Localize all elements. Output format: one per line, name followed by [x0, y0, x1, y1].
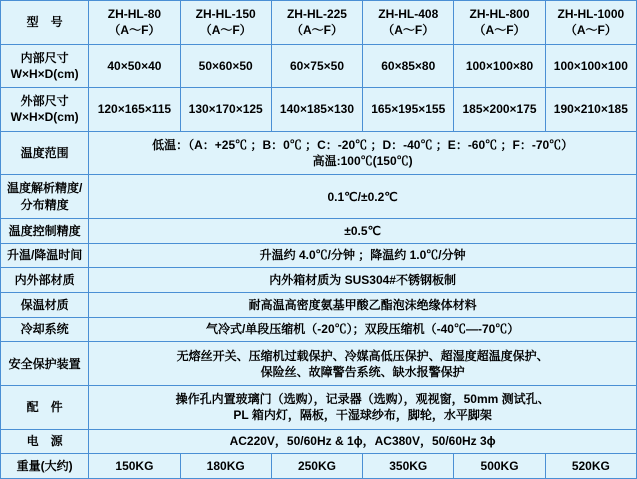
model-sub-5: （A～F） — [473, 23, 526, 38]
table-row-cooling — [1, 317, 637, 342]
header-model-6 — [545, 1, 636, 45]
weight-value-3: 250KG — [271, 454, 362, 479]
temp-range-high: 高温:100℃(150℃) — [312, 154, 413, 169]
header-model-3 — [271, 1, 362, 45]
table-row-insulation — [1, 293, 637, 318]
model-sub-1: （A～F） — [108, 23, 161, 38]
header-model-2 — [180, 1, 271, 45]
inner-size-value-1: 40×50×40 — [89, 44, 180, 88]
table-row-inner-size — [1, 44, 637, 88]
temp-accuracy-label: 温度解析精度/ — [6, 181, 83, 196]
row-label-safety: 安全保护装置 — [1, 342, 89, 386]
row-label-cooling: 冷却系统 — [1, 317, 89, 342]
model-name-4: ZH-HL-408 — [378, 7, 439, 22]
inner-size-value-6: 100×100×100 — [545, 44, 636, 88]
model-name-6: ZH-HL-1000 — [557, 7, 625, 22]
table-row-power — [1, 429, 637, 454]
model-name-5: ZH-HL-800 — [469, 7, 530, 22]
model-name-1: ZH-HL-80 — [107, 7, 162, 22]
temp-accuracy-value: 0.1℃/±0.2℃ — [89, 175, 637, 219]
inner-size-label: 内部尺寸 — [20, 50, 69, 65]
weight-value-4: 350KG — [363, 454, 454, 479]
table-row-weight — [1, 454, 637, 479]
power-value: AC220V，50/60Hz & 1ϕ，AC380V，50/60Hz 3ϕ — [89, 429, 637, 454]
insulation-value: 耐高温高密度氨基甲酸乙酯泡沫绝缘体材料 — [89, 293, 637, 318]
table-row-temp-control — [1, 218, 637, 243]
weight-value-5: 500KG — [454, 454, 545, 479]
inner-size-value-4: 60×85×80 — [363, 44, 454, 88]
ramp-time-value: 升温约 4.0℃/分钟 ；降温约 1.0℃/分钟 — [89, 243, 637, 268]
cooling-value: 气冷式/单段压缩机（-20℃）；双段压缩机（-40℃—-70℃） — [89, 317, 637, 342]
weight-value-1: 150KG — [89, 454, 180, 479]
row-label-temp-accuracy — [1, 175, 89, 219]
row-label-insulation: 保温材质 — [1, 293, 89, 318]
outer-size-label-sub: W×H×D(cm) — [10, 110, 79, 125]
temp-accuracy-label-sub: 分布精度 — [20, 197, 69, 212]
outer-size-value-3: 140×185×130 — [271, 88, 362, 132]
box-material-value: 内外箱材质为 SUS304#不锈钢板制 — [89, 268, 637, 293]
outer-size-value-4: 165×195×155 — [363, 88, 454, 132]
header-model-1 — [89, 1, 180, 45]
outer-size-label: 外部尺寸 — [20, 94, 69, 109]
safety-value — [89, 342, 637, 386]
model-name-2: ZH-HL-150 — [195, 7, 256, 22]
table-row-temp-accuracy — [1, 175, 637, 219]
row-label-outer-size — [1, 88, 89, 132]
header-model-4 — [363, 1, 454, 45]
table-row-ramp-time — [1, 243, 637, 268]
row-label-power: 电 源 — [1, 429, 89, 454]
row-label-ramp-time: 升温/降温时间 — [1, 243, 89, 268]
row-label-temp-control: 温度控制精度 — [1, 218, 89, 243]
inner-size-value-3: 60×75×50 — [271, 44, 362, 88]
model-sub-3: （A～F） — [290, 23, 343, 38]
table-row-accessories — [1, 385, 637, 429]
model-sub-6: （A～F） — [564, 23, 617, 38]
model-sub-2: （A～F） — [199, 23, 252, 38]
table-row-box-material — [1, 268, 637, 293]
model-sub-4: （A～F） — [382, 23, 435, 38]
accessories-line-1: 操作孔内置玻璃门（选购），记录器（选购），观视窗，50mm 测试孔、 — [175, 392, 550, 407]
row-label-weight: 重量(大约) — [1, 454, 89, 479]
temp-range-low: 低温：（A：+25℃ ；B：0℃ ；C：-20℃ ；D：-40℃ ；E：-60℃ ；F：-70℃） — [152, 137, 574, 152]
outer-size-value-2: 130×170×125 — [180, 88, 271, 132]
outer-size-value-1: 120×165×115 — [89, 88, 180, 132]
safety-line-1: 无熔丝开关、压缩机过载保护、冷媒高低压保护、超湿度超温度保护、 — [176, 348, 549, 363]
temp-control-value: ±0.5℃ — [89, 218, 637, 243]
table-row-outer-size — [1, 88, 637, 132]
model-name-3: ZH-HL-225 — [286, 7, 347, 22]
safety-line-2: 保险丝、故障警告系统、缺水报警保护 — [260, 364, 465, 379]
outer-size-value-5: 185×200×175 — [454, 88, 545, 132]
accessories-line-2: PL 箱内灯，隔板，干湿球纱布，脚轮，水平脚架 — [233, 408, 492, 423]
temp-range-value — [89, 131, 637, 175]
inner-size-value-5: 100×100×80 — [454, 44, 545, 88]
weight-value-2: 180KG — [180, 454, 271, 479]
inner-size-label-sub: W×H×D(cm) — [10, 66, 79, 81]
accessories-value — [89, 385, 637, 429]
row-label-temp-range: 温度范围 — [1, 131, 89, 175]
row-label-accessories: 配 件 — [1, 385, 89, 429]
row-label-box-material: 内外部材质 — [1, 268, 89, 293]
table-row-safety — [1, 342, 637, 386]
header-model-label: 型 号 — [1, 1, 89, 45]
weight-value-6: 520KG — [545, 454, 636, 479]
header-model-5 — [454, 1, 545, 45]
row-label-inner-size — [1, 44, 89, 88]
outer-size-value-6: 190×210×185 — [545, 88, 636, 132]
inner-size-value-2: 50×60×50 — [180, 44, 271, 88]
table-row-header — [1, 1, 637, 45]
table-row-temp-range — [1, 131, 637, 175]
